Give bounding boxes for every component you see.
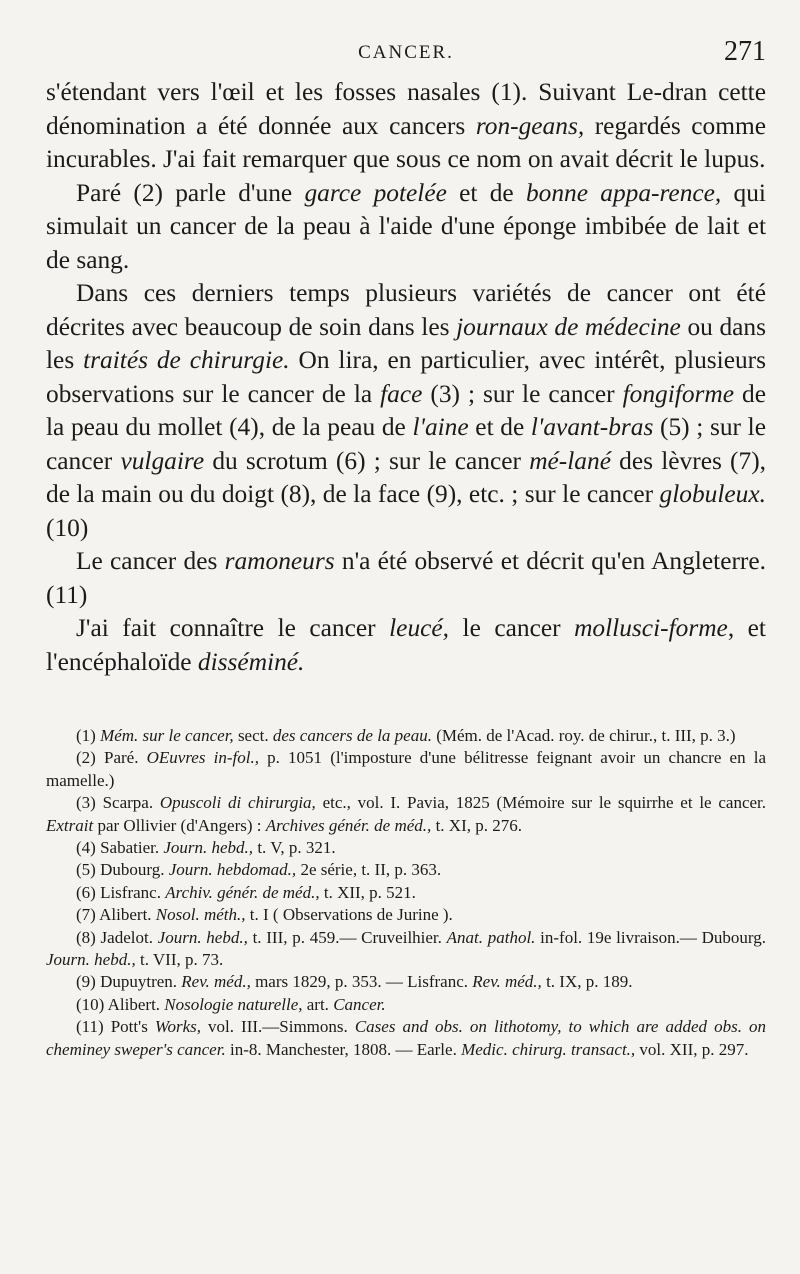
- italic-run: l'avant-bras: [530, 413, 654, 441]
- text-run: du scrotum (6) ; sur le cancer: [204, 446, 530, 475]
- text-run: sect.: [233, 726, 273, 745]
- text-run: n'a été observé et décrit qu'en Angleterre. (11): [46, 547, 766, 609]
- italic-run: face: [380, 379, 423, 408]
- italic-run: Journ. hebd.,: [157, 927, 248, 947]
- italic-run: Nosol. méth.,: [155, 905, 246, 925]
- text-run: etc., vol. I. Pavia, 1825 (Mémoire sur le squirrhe et le cancer.: [315, 793, 767, 813]
- italic-run: disséminé.: [197, 647, 305, 676]
- text-run: J'ai fait connaître le cancer: [76, 614, 390, 642]
- text-run: des lèvres (7), de la main ou du doigt (8), de la face (9), etc. ; sur le cancer: [46, 446, 767, 508]
- text-run: t. XI, p. 276.: [431, 815, 522, 835]
- text-run: On lira, en particulier, avec intérêt, plusieurs observations sur le cancer de la: [46, 346, 767, 408]
- footnote: [46, 747, 766, 792]
- italic-run: Anat. pathol.: [446, 927, 536, 947]
- text-run: 2e série, t. II, p. 363.: [296, 860, 442, 880]
- italic-run: bonne appa-rence,: [525, 178, 722, 207]
- footnote: [46, 792, 766, 837]
- italic-run: ramoneurs: [224, 547, 335, 575]
- text-run: (5) Dubourg.: [76, 860, 169, 880]
- italic-run: Opuscoli di chirurgia,: [159, 793, 316, 813]
- footnote: [46, 1016, 766, 1061]
- paragraph: [46, 177, 766, 278]
- italic-run: Rev. méd.,: [181, 972, 251, 992]
- italic-run: garce potelée: [304, 178, 447, 207]
- italic-run: Works,: [154, 1017, 201, 1037]
- italic-run: Nosologie naturelle,: [164, 994, 303, 1014]
- text-run: vol. XII, p. 297.: [635, 1039, 749, 1059]
- paragraph: [46, 277, 766, 545]
- text-run: et de: [446, 178, 526, 207]
- text-run: Paré (2) parle d'une: [76, 178, 305, 207]
- footnote: [46, 725, 766, 747]
- italic-run: l'aine: [412, 413, 469, 441]
- footnote: [46, 994, 766, 1016]
- footnote: [46, 859, 766, 881]
- text-run: le cancer: [449, 614, 575, 642]
- paragraph: [46, 545, 766, 612]
- italic-run: Medic. chirurg. transact.,: [461, 1039, 636, 1059]
- text-run: (10) Alibert.: [76, 994, 165, 1014]
- italic-run: Journ. hebd.,: [163, 838, 254, 858]
- text-run: de la peau du mollet (4), de la peau de: [46, 379, 766, 441]
- italic-run: fongiforme: [622, 379, 735, 408]
- text-run: (11) Pott's: [76, 1017, 155, 1037]
- text-run: (1): [76, 726, 101, 745]
- italic-run: leucé,: [389, 614, 450, 642]
- text-run: in-8. Manchester, 1808. — Earle.: [225, 1039, 462, 1059]
- italic-run: Rev. méd.,: [472, 972, 542, 992]
- footnote: [46, 971, 766, 993]
- footnote: [46, 927, 766, 972]
- footnote: [46, 904, 766, 926]
- text-run: et de: [468, 413, 531, 441]
- main-text: [46, 76, 766, 679]
- italic-run: Extrait: [46, 815, 94, 835]
- running-header: [46, 36, 766, 76]
- italic-run: Cases and obs. on lithotomy, to which are added obs. on cheminey sweper's cancer.: [46, 1017, 767, 1059]
- italic-run: Journ. hebdomad.,: [168, 860, 297, 880]
- text-run: art.: [302, 994, 334, 1014]
- text-run: t. III, p. 459.— Cruveilhier.: [247, 927, 447, 947]
- text-run: s'étendant vers l'œil et les fosses nasales (1). Suivant Le-dran cette dénomination a été donnée aux cancers: [46, 78, 766, 140]
- footnote: [46, 882, 766, 904]
- italic-run: OEuvres in-fol.,: [146, 748, 259, 768]
- text-run: (6) Lisfranc.: [76, 882, 166, 902]
- text-run: t. I ( Observations de Jurine ).: [245, 905, 453, 925]
- text-run: t. V, p. 321.: [253, 838, 336, 858]
- footnote: [46, 837, 766, 859]
- text-run: vol. III.—Simmons.: [201, 1017, 355, 1037]
- text-run: par Ollivier (d'Angers) :: [93, 815, 266, 835]
- text-run: Dans ces derniers temps plusieurs variétés de cancer ont été décrites avec beaucoup de soin dans les: [46, 279, 766, 341]
- italic-run: traités de chirurgie.: [83, 346, 290, 374]
- text-run: qui simulait un cancer de la peau à l'aide d'une éponge imbibée de lait et de sang.: [46, 178, 766, 274]
- text-run: (10): [46, 513, 89, 542]
- text-run: (3) Scarpa.: [76, 793, 160, 813]
- text-run: (5) ; sur le cancer: [46, 413, 766, 475]
- italic-run: ron-geans,: [475, 111, 585, 140]
- text-run: p. 1051 (l'imposture d'une bélitresse feignant avoir un chancre en la mamelle.): [46, 748, 767, 790]
- footnotes: [46, 725, 766, 1061]
- italic-run: Journ. hebd.,: [46, 950, 136, 970]
- italic-run: Cancer.: [333, 994, 386, 1014]
- text-run: (7) Alibert.: [76, 905, 156, 925]
- page-number: 271: [724, 36, 766, 67]
- paragraph: [46, 76, 766, 177]
- text-run: (9) Dupuytren.: [76, 972, 182, 992]
- italic-run: mollusci-forme: [574, 614, 728, 642]
- text-run: mars 1829, p. 353. — Lisfranc.: [250, 972, 473, 992]
- text-run: (3) ; sur le cancer: [422, 379, 623, 408]
- text-run: Le cancer des: [76, 547, 225, 575]
- text-run: ou dans les: [46, 312, 767, 374]
- text-run: regardés comme incurables. J'ai fait remarquer que sous ce nom on avait décrit le lupus.: [46, 111, 766, 173]
- italic-run: journaux de médecine: [456, 312, 681, 341]
- running-title: CANCER.: [358, 42, 454, 63]
- italic-run: Mém. sur le cancer,: [100, 726, 234, 745]
- text-run: , et l'encéphaloïde: [46, 614, 766, 676]
- paragraph: [46, 612, 766, 679]
- italic-run: Archives génér. de méd.,: [265, 815, 432, 835]
- italic-run: mé-lané: [529, 446, 611, 475]
- text-run: in-fol. 19e livraison.— Dubourg.: [535, 927, 766, 947]
- text-run: (2) Paré.: [76, 748, 147, 768]
- text-run: (8) Jadelot.: [76, 927, 158, 947]
- italic-run: Archiv. génér. de méd.,: [165, 882, 320, 902]
- text-run: (Mém. de l'Acad. roy. de chirur., t. III, p. 3.): [431, 726, 736, 745]
- italic-run: vulgaire: [120, 446, 205, 475]
- italic-run: des cancers de la peau.: [272, 726, 432, 745]
- italic-run: globuleux.: [659, 480, 766, 508]
- text-run: t. VII, p. 73.: [135, 950, 224, 970]
- text-run: (4) Sabatier.: [76, 838, 164, 858]
- text-run: t. IX, p. 189.: [541, 972, 633, 992]
- text-run: t. XII, p. 521.: [319, 882, 416, 902]
